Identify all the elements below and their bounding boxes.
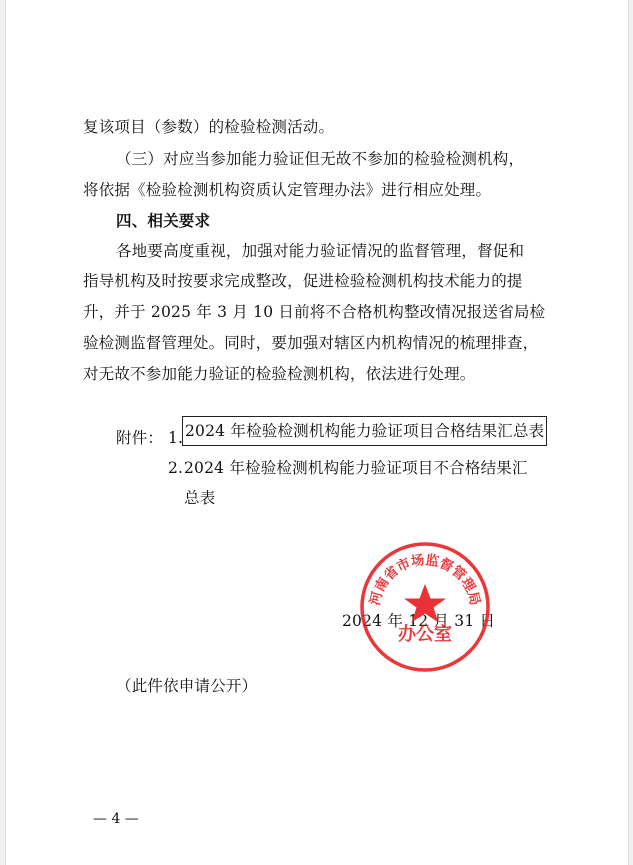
page-number: — 4 —	[93, 811, 139, 827]
body-line-8: 验检测监督管理处。同时，要加强对辖区内机构情况的梳理排查，	[83, 334, 539, 352]
body-line-9: 对无故不参加能力验证的检验检测机构，依法进行处理。	[83, 365, 476, 383]
section-heading: 四、相关要求	[116, 212, 211, 230]
body-line-2: （三）对应当参加能力验证但无故不参加的检验检测机构，	[116, 150, 525, 168]
body-line-5: 各地要高度重视，加强对能力验证情况的监督管理，督促和	[116, 242, 525, 260]
attachments-label: 附件：	[116, 429, 164, 447]
body-line-3: 将依据《检验检测机构资质认定管理办法》进行相应处理。	[83, 181, 492, 199]
attachment-2-title-line2[interactable]: 总表	[184, 489, 216, 507]
attachment-1-number: 1.	[168, 429, 184, 447]
document-page	[5, 0, 629, 865]
svg-text:河南省市场监督管理局: 河南省市场监督管理局	[367, 552, 483, 607]
attachment-2-number: 2.	[168, 459, 184, 477]
attachment-2-title-line1[interactable]: 2024 年检验检测机构能力验证项目不合格结果汇	[184, 459, 528, 477]
body-line-1: 复该项目（参数）的检验检测活动。	[83, 118, 335, 136]
official-seal-stamp	[358, 540, 492, 674]
svg-text:办公室: 办公室	[398, 624, 452, 645]
body-line-7: 升，并于 2025 年 3 月 10 日前将不合格机构整改情况报送省局检	[83, 303, 546, 321]
signature-date: 2024 年 12 月 31 日	[342, 612, 496, 630]
body-line-6: 指导机构及时按要求完成整改，促进检验检测机构技术能力的提	[83, 272, 523, 290]
attachment-1-title[interactable]: 2024 年检验检测机构能力验证项目合格结果汇总表	[182, 416, 547, 446]
disclosure-note: （此件依申请公开）	[116, 677, 258, 695]
